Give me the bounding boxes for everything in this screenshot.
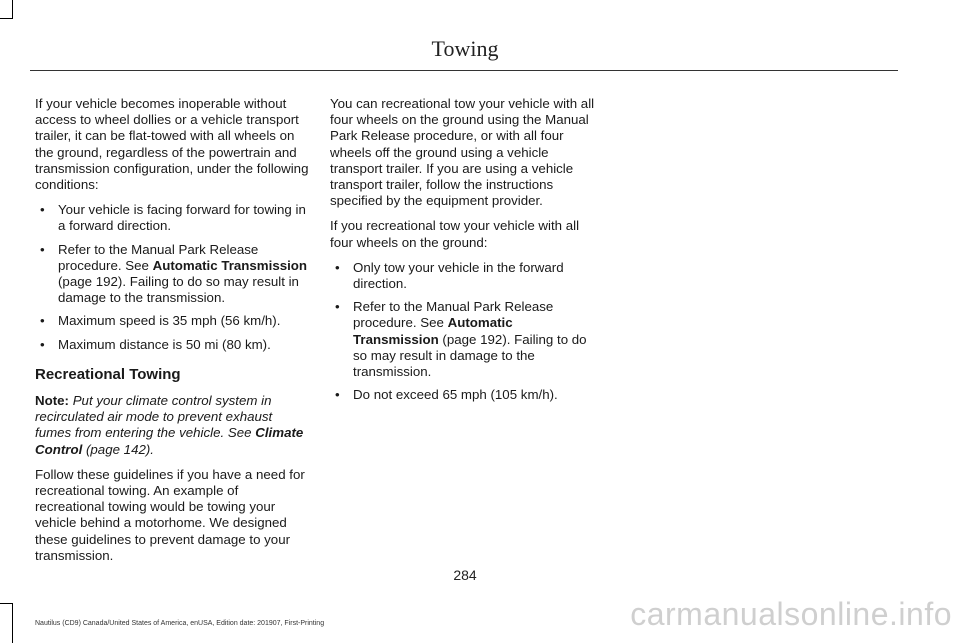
watermark: carmanualsonline.info xyxy=(630,596,952,632)
cross-reference-link[interactable]: Automatic Transmission xyxy=(152,257,308,273)
page-title: Towing xyxy=(431,36,499,61)
conditions-list xyxy=(35,202,309,353)
list-item: • Only tow your vehicle in the forward direction. xyxy=(330,260,602,292)
edition-footer: Nautilus (CD9) Canada/United States of America, enUSA, Edition date: 201907, First-Printing xyxy=(35,620,325,627)
left-column xyxy=(35,96,309,573)
section-heading: Recreational Towing xyxy=(35,365,181,383)
cross-reference-link[interactable]: Climate Control xyxy=(35,425,304,457)
list-item: • Do not exceed 65 mph (105 km/h). xyxy=(330,387,602,403)
guidelines-paragraph: Follow these guidelines if you have a need for recreational towing. An example of recreational towing would be towing your vehicle behind a motorhome. We designed these guidelines to prevent damage to your transmission. xyxy=(35,466,305,563)
header-divider xyxy=(30,70,898,71)
list-item: • Maximum speed is 35 mph (56 km/h). xyxy=(35,313,309,329)
crop-mark-bottom-left-horizontal xyxy=(0,603,13,604)
note-paragraph: Note: Put your climate control system in recirculated air mode to prevent exhaust fumes from entering the vehicle. See Climate Control (page 142). xyxy=(35,393,304,457)
right-column xyxy=(330,96,602,412)
cross-reference-link[interactable]: Automatic Transmission xyxy=(353,315,513,347)
recreational-tow-paragraph: You can recreational tow your vehicle with all four wheels on the ground using the Manual Park Release procedure, or with all four wheels off the ground using a vehicle transport trailer. If you are using a vehicle transport trailer, follow the instructions specified by the equipment provider. xyxy=(330,96,595,209)
crop-mark-bottom-left-vertical xyxy=(12,603,13,643)
four-wheels-paragraph: If you recreational tow your vehicle with all four wheels on the ground: xyxy=(330,218,580,250)
recreational-list xyxy=(330,260,602,404)
crop-mark-top-left-horizontal xyxy=(0,18,13,19)
crop-mark-top-left-vertical xyxy=(12,0,13,18)
intro-paragraph: If your vehicle becomes inoperable without access to wheel dollies or a vehicle transport trailer, it can be flat-towed with all wheels on the ground, regardless of the powertrain and transmission configuration, under the following conditions: xyxy=(35,96,309,193)
page-number: 284 xyxy=(453,567,477,583)
list-item: • Maximum distance is 50 mi (80 km). xyxy=(35,337,309,353)
list-item: • Refer to the Manual Park Release procedure. See Automatic Transmission (page 192). Failing to do so may result in damage to the transmission. xyxy=(330,299,602,380)
list-item: • Refer to the Manual Park Release procedure. See Automatic Transmission (page 192). Failing to do so may result in damage to the transmission. xyxy=(35,242,309,307)
list-item: • Your vehicle is facing forward for towing in a forward direction. xyxy=(35,202,309,234)
note-label: Note: xyxy=(35,393,69,409)
